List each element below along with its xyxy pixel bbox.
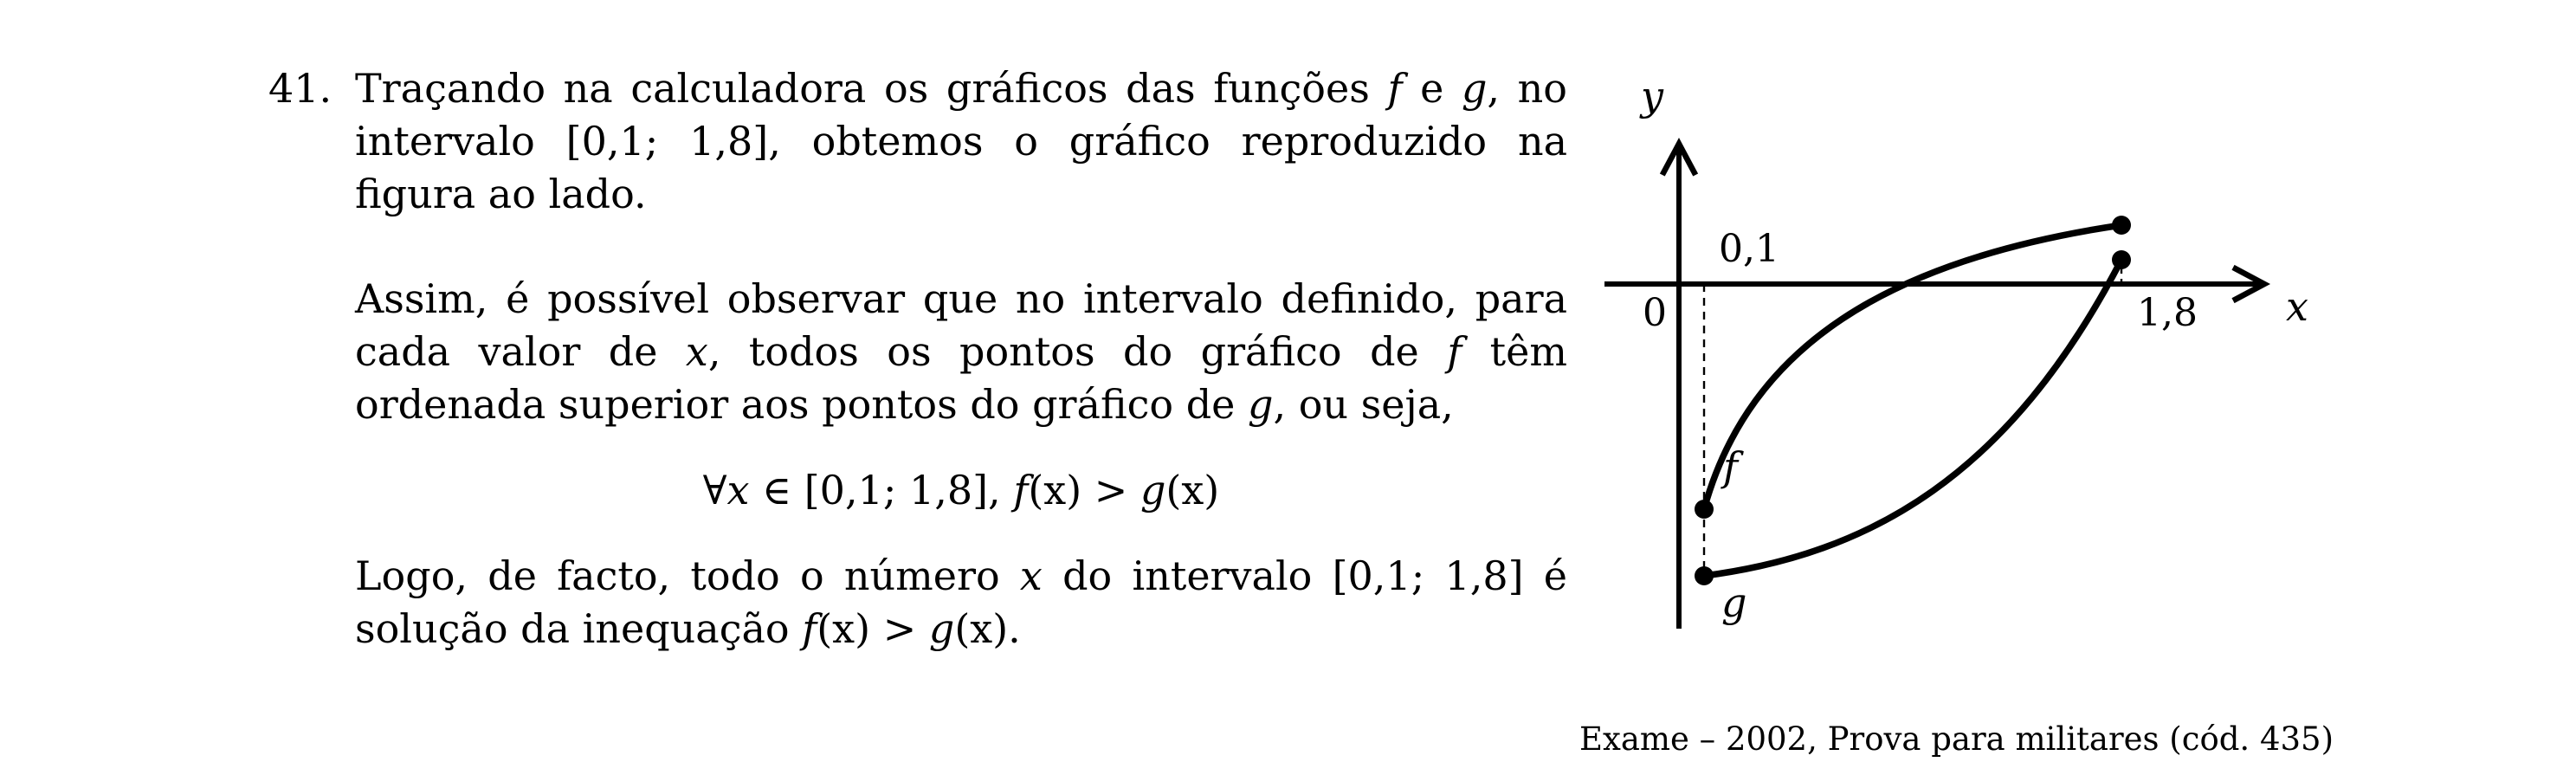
curve-g-label: g	[1721, 579, 1747, 626]
conclusion-paragraph: Logo, de facto, todo o número x do intervalo [0,1; 1,8] é solução da inequação f(x) > g(x).	[355, 552, 1567, 652]
curve-f-end-point	[2112, 216, 2131, 235]
question-intro: Traçando na calculadora os gráficos das funções f e g, no intervalo [0,1; 1,8], obtemos o gráfico reproduzido na figura ao lado.	[355, 65, 1567, 217]
question-number: 41.	[268, 65, 332, 112]
inequality-formula: ∀x ∈ [0,1; 1,8], f(x) > g(x)	[702, 467, 1220, 513]
curve-g	[1704, 260, 2121, 576]
curve-g-end-point	[2112, 250, 2131, 269]
observation-paragraph: Assim, é possível observar que no intervalo definido, para cada valor de x, todos os pontos do gráfico de f têm ordenada superior aos pontos do gráfico de g, ou seja,	[355, 275, 1567, 428]
curve-f-start-point	[1695, 500, 1714, 519]
origin-label: 0	[1643, 291, 1667, 335]
curve-g-start-point	[1695, 566, 1714, 585]
source-citation: Exame – 2002, Prova para militares (cód. 435)	[1579, 720, 2334, 758]
tick-label-1-8: 1,8	[2137, 291, 2198, 335]
tick-label-0-1: 0,1	[1719, 227, 1779, 271]
y-axis-label: y	[1641, 73, 1663, 119]
curve-f-label: f	[1723, 443, 1739, 490]
x-axis-label: x	[2286, 283, 2308, 330]
question-text	[268, 62, 1567, 655]
curve-f	[1704, 225, 2121, 509]
